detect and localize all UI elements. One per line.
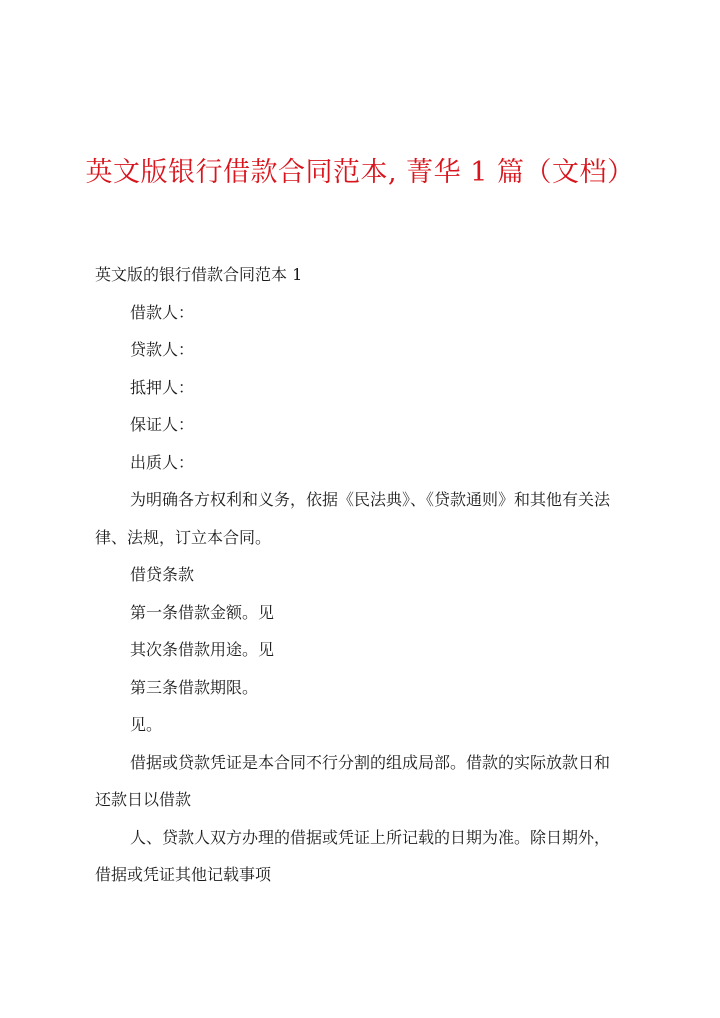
- intro-line-1: 为明确各方权利和义务，依据《民法典》、《贷款通则》和其他有关法: [130, 490, 611, 509]
- paragraph-1-line-1: 借据或贷款凭证是本合同不行分割的组成局部。借款的实际放款日和: [130, 752, 611, 772]
- paragraph-2-line-1: 人、贷款人双方办理的借据或凭证上所记载的日期为准。除日期外，: [130, 827, 611, 847]
- party-mortgagor: 抵押人：: [130, 377, 195, 397]
- intro-line-2: 律、法规，订立本合同。: [95, 527, 272, 547]
- party-pledgor: 出质人：: [130, 452, 195, 472]
- article-1: 第一条借款金额。见: [130, 602, 275, 622]
- article-3-continued: 见。: [130, 715, 163, 734]
- party-borrower: 借款人：: [130, 302, 195, 322]
- document-subtitle: 英文版的银行借款合同范本 1: [95, 265, 303, 284]
- document-title: 英文版银行借款合同范本, 菁华 1 篇（文档）: [85, 157, 635, 188]
- section-heading: 借贷条款: [130, 565, 195, 584]
- paragraph-2-line-2: 借据或凭证其他记载事项: [95, 865, 272, 884]
- paragraph-1-line-2: 还款日以借款: [95, 790, 192, 809]
- article-2: 其次条借款用途。见: [130, 640, 275, 659]
- party-guarantor: 保证人：: [130, 415, 195, 434]
- document-body: [95, 256, 635, 894]
- party-lender: 贷款人：: [130, 340, 195, 359]
- article-3: 第三条借款期限。: [130, 677, 259, 697]
